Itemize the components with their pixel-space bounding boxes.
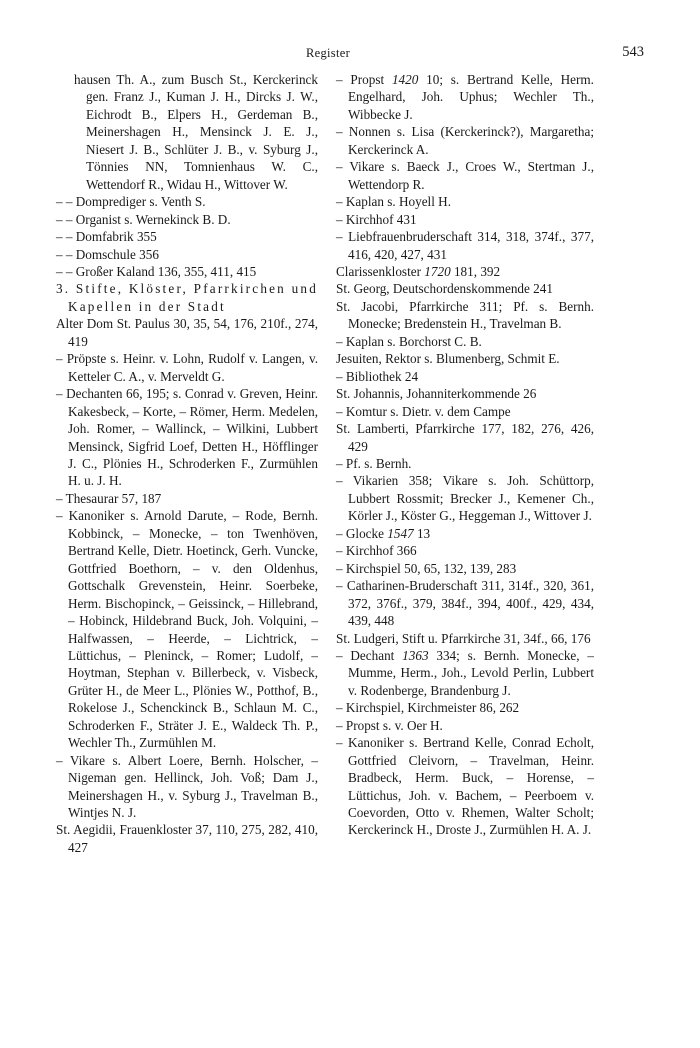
index-entry	[336, 525, 594, 542]
entry-text: – Glocke	[336, 525, 388, 541]
index-entry	[336, 699, 594, 716]
index-entry	[336, 228, 594, 263]
year-italic: 1547	[387, 525, 414, 541]
entry-text: – Pf. s. Bernh.	[336, 455, 412, 471]
index-entry: – Dechanten 66, 195; s. Conrad v. Greven, Heinr. Kakesbeck, – Korte, – Römer, Herm. Medelen, Joh. Romer, – Wallinck, – Wilkini, Lubbert Mensinck, Sigfrid Loef, Detten H., Höfflinger J. C., Plönies H., Schroderken F., Zurmühlen H. u. J. H.	[56, 386, 318, 489]
entry-text: St. Johannis, Johanniterkommende 26	[336, 386, 537, 402]
entry-text: – Kirchhof 366	[336, 543, 417, 559]
index-entry	[336, 472, 594, 524]
entry-text: – Kirchspiel 50, 65, 132, 139, 283	[336, 560, 517, 576]
index-entry: – – Großer Kaland 136, 355, 411, 415	[56, 263, 257, 279]
entry-text: – Kirchspiel, Kirchmeister 86, 262	[336, 700, 520, 716]
index-column-left	[56, 71, 318, 856]
entry-text: 334; s. Bernh. Monecke, – Mumme, Herm., Joh., Levold Perlin, Lubbert v. Rodenberge, Brandenburg J.	[348, 647, 594, 698]
index-entry: – Kanoniker s. Arnold Darute, – Rode, Bernh. Kobbinck, – Monecke, – ton Twenhöven, Bertrand Kelle, Dietr. Hoetinck, Gerh. Vuncke, Gottfried Boethorn, – v. den Oldenhus, Gottschalk Grevenstein, Heinr. Soerbeke, Herm. Bischopinck, – Geissinck, – Hillebrand, – Hobinck, Hildebrand Buck, Joh. Volquini, – Halfwassen, – Heerde, – Lichtrick, – Lüttichus, – Pleninck, – Romer; Ludolf, – Hoytman, Stephan v. Billerbeck, v. Visbeck, Grüter H., de Meer L., Plönies W., Potthof, B., Rokelose J., Schenckinck B., Schlaun M. C., Schroderken F., Sträter J. E., Waldeck Th. P., Wechler Th., Zurmühlen M.	[56, 508, 318, 751]
entry-text: – Dechant	[336, 647, 403, 663]
index-entry	[336, 350, 594, 367]
entry-text: – Kaplan s. Borchorst C. B.	[336, 333, 482, 349]
index-entry	[336, 193, 594, 210]
index-entry	[336, 420, 594, 455]
entry-text: St. Georg, Deutschordenskommende 241	[336, 281, 553, 297]
entry-text: 13	[413, 525, 431, 541]
index-entry	[336, 298, 594, 333]
index-entry	[336, 158, 594, 193]
entry-text: – Nonnen s. Lisa (Kerckerinck?), Margaretha; Kerckerinck A.	[336, 124, 594, 157]
entry-text: Jesuiten, Rektor s. Blumenberg, Schmit E.	[336, 351, 560, 367]
index-entry	[336, 385, 594, 402]
running-title: Register	[306, 46, 351, 60]
entry-text: – Kaplan s. Hoyell H.	[336, 194, 452, 210]
entry-text: – Catharinen-Bruderschaft 311, 314f., 320, 361, 372, 376f., 379, 384f., 394, 400f., 429, 434, 439, 448	[336, 578, 594, 629]
index-entry: St. Aegidii, Frauenkloster 37, 110, 275, 282, 410, 427	[56, 822, 318, 855]
index-entry	[336, 368, 594, 385]
index-entry: – Pröpste s. Heinr. v. Lohn, Rudolf v. Langen, v. Ketteler C. A., v. Merveldt G.	[56, 351, 318, 384]
index-entry	[336, 734, 594, 839]
entry-text: – Kirchhof 431	[336, 211, 417, 227]
entry-text: St. Jacobi, Pfarrkirche 311; Pf. s. Bernh. Monecke; Bredenstein H., Travelman B.	[336, 298, 594, 332]
index-entry	[336, 630, 594, 647]
entry-text: St. Ludgeri, Stift u. Pfarrkirche 31, 34f., 66, 176	[336, 630, 591, 646]
index-entry: – – Domprediger s. Venth S.	[56, 194, 206, 210]
index-entry	[336, 717, 594, 734]
entry-text: – Propst s. v. Oer H.	[336, 717, 443, 733]
index-entry: – Thesaurar 57, 187	[56, 490, 162, 506]
entry-text: – Vikarien 358; Vikare s. Joh. Schüttorp, Lubbert Rossmit; Brecker J., Kemener Ch., Körler J., Köster G., Heggeman J., Wittover J.	[336, 473, 594, 524]
index-entry	[336, 280, 594, 297]
index-entry	[336, 71, 594, 123]
index-entry: – – Domfabrik 355	[56, 229, 157, 245]
index-entry: – – Domschule 356	[56, 246, 159, 262]
index-entry: Alter Dom St. Paulus 30, 35, 54, 176, 210f., 274, 419	[56, 316, 318, 349]
index-entry	[336, 647, 594, 699]
index-column-right	[336, 71, 594, 839]
entry-text: 10; s. Bertrand Kelle, Herm. Engelhard, Joh. Uphus; Wechler Th., Wibbecke J.	[348, 72, 594, 122]
index-entry	[336, 455, 594, 472]
index-entry	[336, 123, 594, 158]
entry-text: – Kanoniker s. Bertrand Kelle, Conrad Echolt, Gottfried Cleivorn, – Travelman, Heinr. Bradbeck, Herm. Buck, – Horense, – Lüttichus, Joh. v. Bachem, – Peerboem v. Coevorden, Otto v. Rhemen, Walter Scholt; Kerckerinck H., Droste J., Zurmühlen H. A. J.	[336, 735, 594, 838]
year-italic: 1420	[391, 72, 419, 87]
entry-text: – Vikare s. Baeck J., Croes W., Stertman J., Wettendorp R.	[336, 159, 594, 192]
running-head	[0, 46, 700, 64]
index-entry	[336, 577, 594, 629]
entry-text: – Liebfrauenbruderschaft 314, 318, 374f., 377, 416, 420, 427, 431	[336, 229, 594, 262]
entry-text: – Komtur s. Dietr. v. dem Campe	[336, 403, 511, 419]
index-entry	[336, 333, 594, 350]
index-entry: – – Organist s. Wernekinck B. D.	[56, 211, 231, 227]
index-entry	[336, 211, 594, 228]
index-entry: 3. Stifte, Klöster, Pfarrkirchen und Kapellen in der Stadt	[56, 281, 318, 314]
year-italic: 1720	[424, 263, 451, 279]
index-entry	[336, 263, 594, 280]
index-entry	[336, 542, 594, 559]
entry-text: Clarissenkloster	[336, 263, 425, 279]
year-italic: 1363	[402, 647, 429, 663]
entry-text: – Bibliothek 24	[336, 368, 419, 384]
page-number: 543	[622, 44, 644, 60]
index-entry	[336, 403, 594, 420]
entry-text: 181, 392	[450, 263, 501, 279]
index-entry	[336, 560, 594, 577]
index-entry: – Vikare s. Albert Loere, Bernh. Holscher, – Nigeman gen. Hellinck, Joh. Voß; Dam J., Meinershagen H., v. Syburg J., Travelman B., Wintjes N. J.	[56, 752, 318, 821]
entry-text: – Propst	[336, 72, 392, 87]
entry-text: St. Lamberti, Pfarrkirche 177, 182, 276, 426, 429	[336, 421, 594, 454]
index-entry: hausen Th. A., zum Busch St., Kerckerinck gen. Franz J., Kuman J. H., Dircks J. W., Eichrodt B., Elpers H., Gerdeman B., Meinershagen H., Mensinck J. E. J., Niesert J. B., Schlüter J. B., v. Syburg J., Tönnies NN, Tomnienhaus W. C., Wettendorf R., Widau H., Wittover W.	[74, 72, 318, 192]
